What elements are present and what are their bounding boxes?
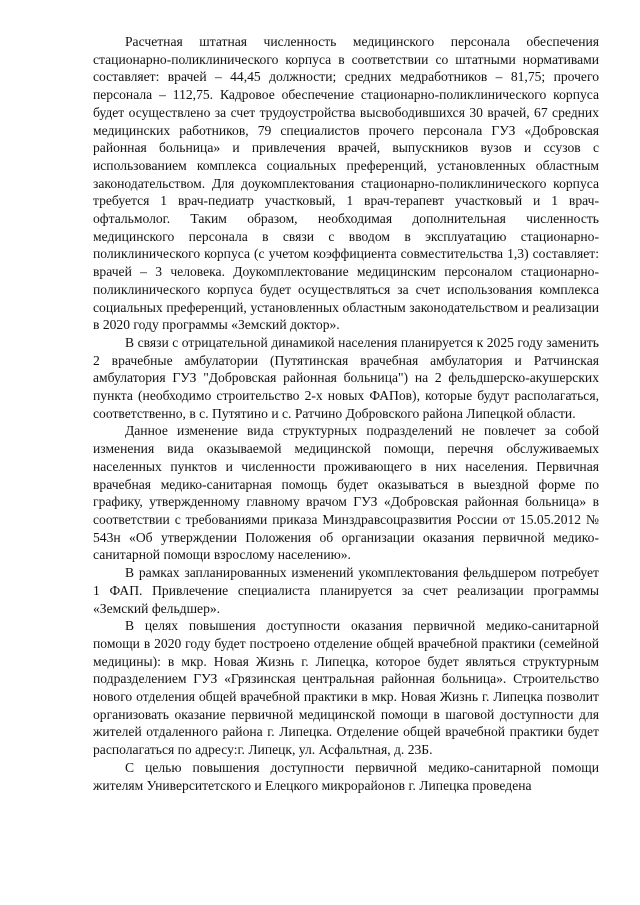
paragraph-feldsher: В рамках запланированных изменений укомплектования фельдшером потребует 1 ФАП. Привлечение специалиста планируется за счет реализации программы «Земский фельдшер». xyxy=(93,565,599,616)
paragraph-accessibility: С целью повышения доступности первичной медико-санитарной помощи жителям Университетского и Елецкого микрорайонов г. Липецка проведена xyxy=(93,759,599,793)
paragraph-structural-change: Данное изменение вида структурных подразделений не повлечет за собой изменения вида оказываемой медицинской помощи, перечня обслуживаемых населенных пунктов и численности проживающего в них населения. Первичная врачебная медико-санитарная помощь будет оказываться в выездной форме по графику, утвержденному главному врачом ГУЗ «Добровская районная больница» в соответствии с требованиями приказа Минздравсоцразвития России от 15.05.2012 № 543н «Об утверждении Положения об организации оказания первичной медико-санитарной помощи взрослому населению». xyxy=(93,423,599,563)
paragraph-staffing: Расчетная штатная численность медицинского персонала обеспечения стационарно-поликлинического корпуса в соответствии со штатными нормативами составляет: врачей – 44,45 должности; средних медработников – 81,75; прочего персонала – 112,75. Кадровое обеспечение стационарно-поликлинического корпуса будет осуществлено за счет трудоустройства высвободившихся 30 врачей, 67 средних медицинских работников, 79 специалистов прочего персонала ГУЗ «Добровская районная больница» и привлечения врачей, выпускников вузов и ссузов с использованием комплекса социальных преференций, установленных областным законодательством. Для доукомплектования стационарно-поликлинического корпуса требуется 1 врач-педиатр участковый, 1 врач-терапевт участковый и 1 врач-офтальмолог. Таким образом, необходимая дополнительная численность медицинского персонала в связи с вводом в эксплуатацию стационарно-поликлинического корпуса (с учетом коэффициента совместительства 1,3) составляет: врачей – 3 человека. Доукомплектование медицинским персоналом стационарно-поликлинического корпуса будет осуществляться за счет использования комплекса социальных преференций, установленных областным законодательством и реализации в 2020 году программы «Земский доктор». xyxy=(93,34,599,333)
paragraph-general-practice: В целях повышения доступности оказания первичной медико-санитарной помощи в 2020 году будет построено отделение общей врачебной практики (семейной медицины): в мкр. Новая Жизнь г. Липецка, которое будет являться структурным подразделением ГУЗ «Грязинская центральная районная больница». Строительство нового отделения общей врачебной практики в мкр. Новая Жизнь г. Липецка позволит организовать оказание первичной медицинской помощи в шаговой доступности для жителей отдаленного района г. Липецка. Отделение общей врачебной практики будет располагаться по адресу:г. Липецк, ул. Асфальтная, д. 23Б. xyxy=(93,618,599,758)
document-body xyxy=(93,33,599,794)
paragraph-ambulatory-replacement: В связи с отрицательной динамикой населения планируется к 2025 году заменить 2 врачебные амбулатории (Путятинская врачебная амбулатория и Ратчинская амбулатория ГУЗ "Добровская районная больница") на 2 фельдшерско-акушерских пункта (необходимо строительство 2-х новых ФАПов), которые будут располагаться, соответственно, в с. Путятино и с. Ратчино Добровского района Липецкой области. xyxy=(93,334,599,421)
